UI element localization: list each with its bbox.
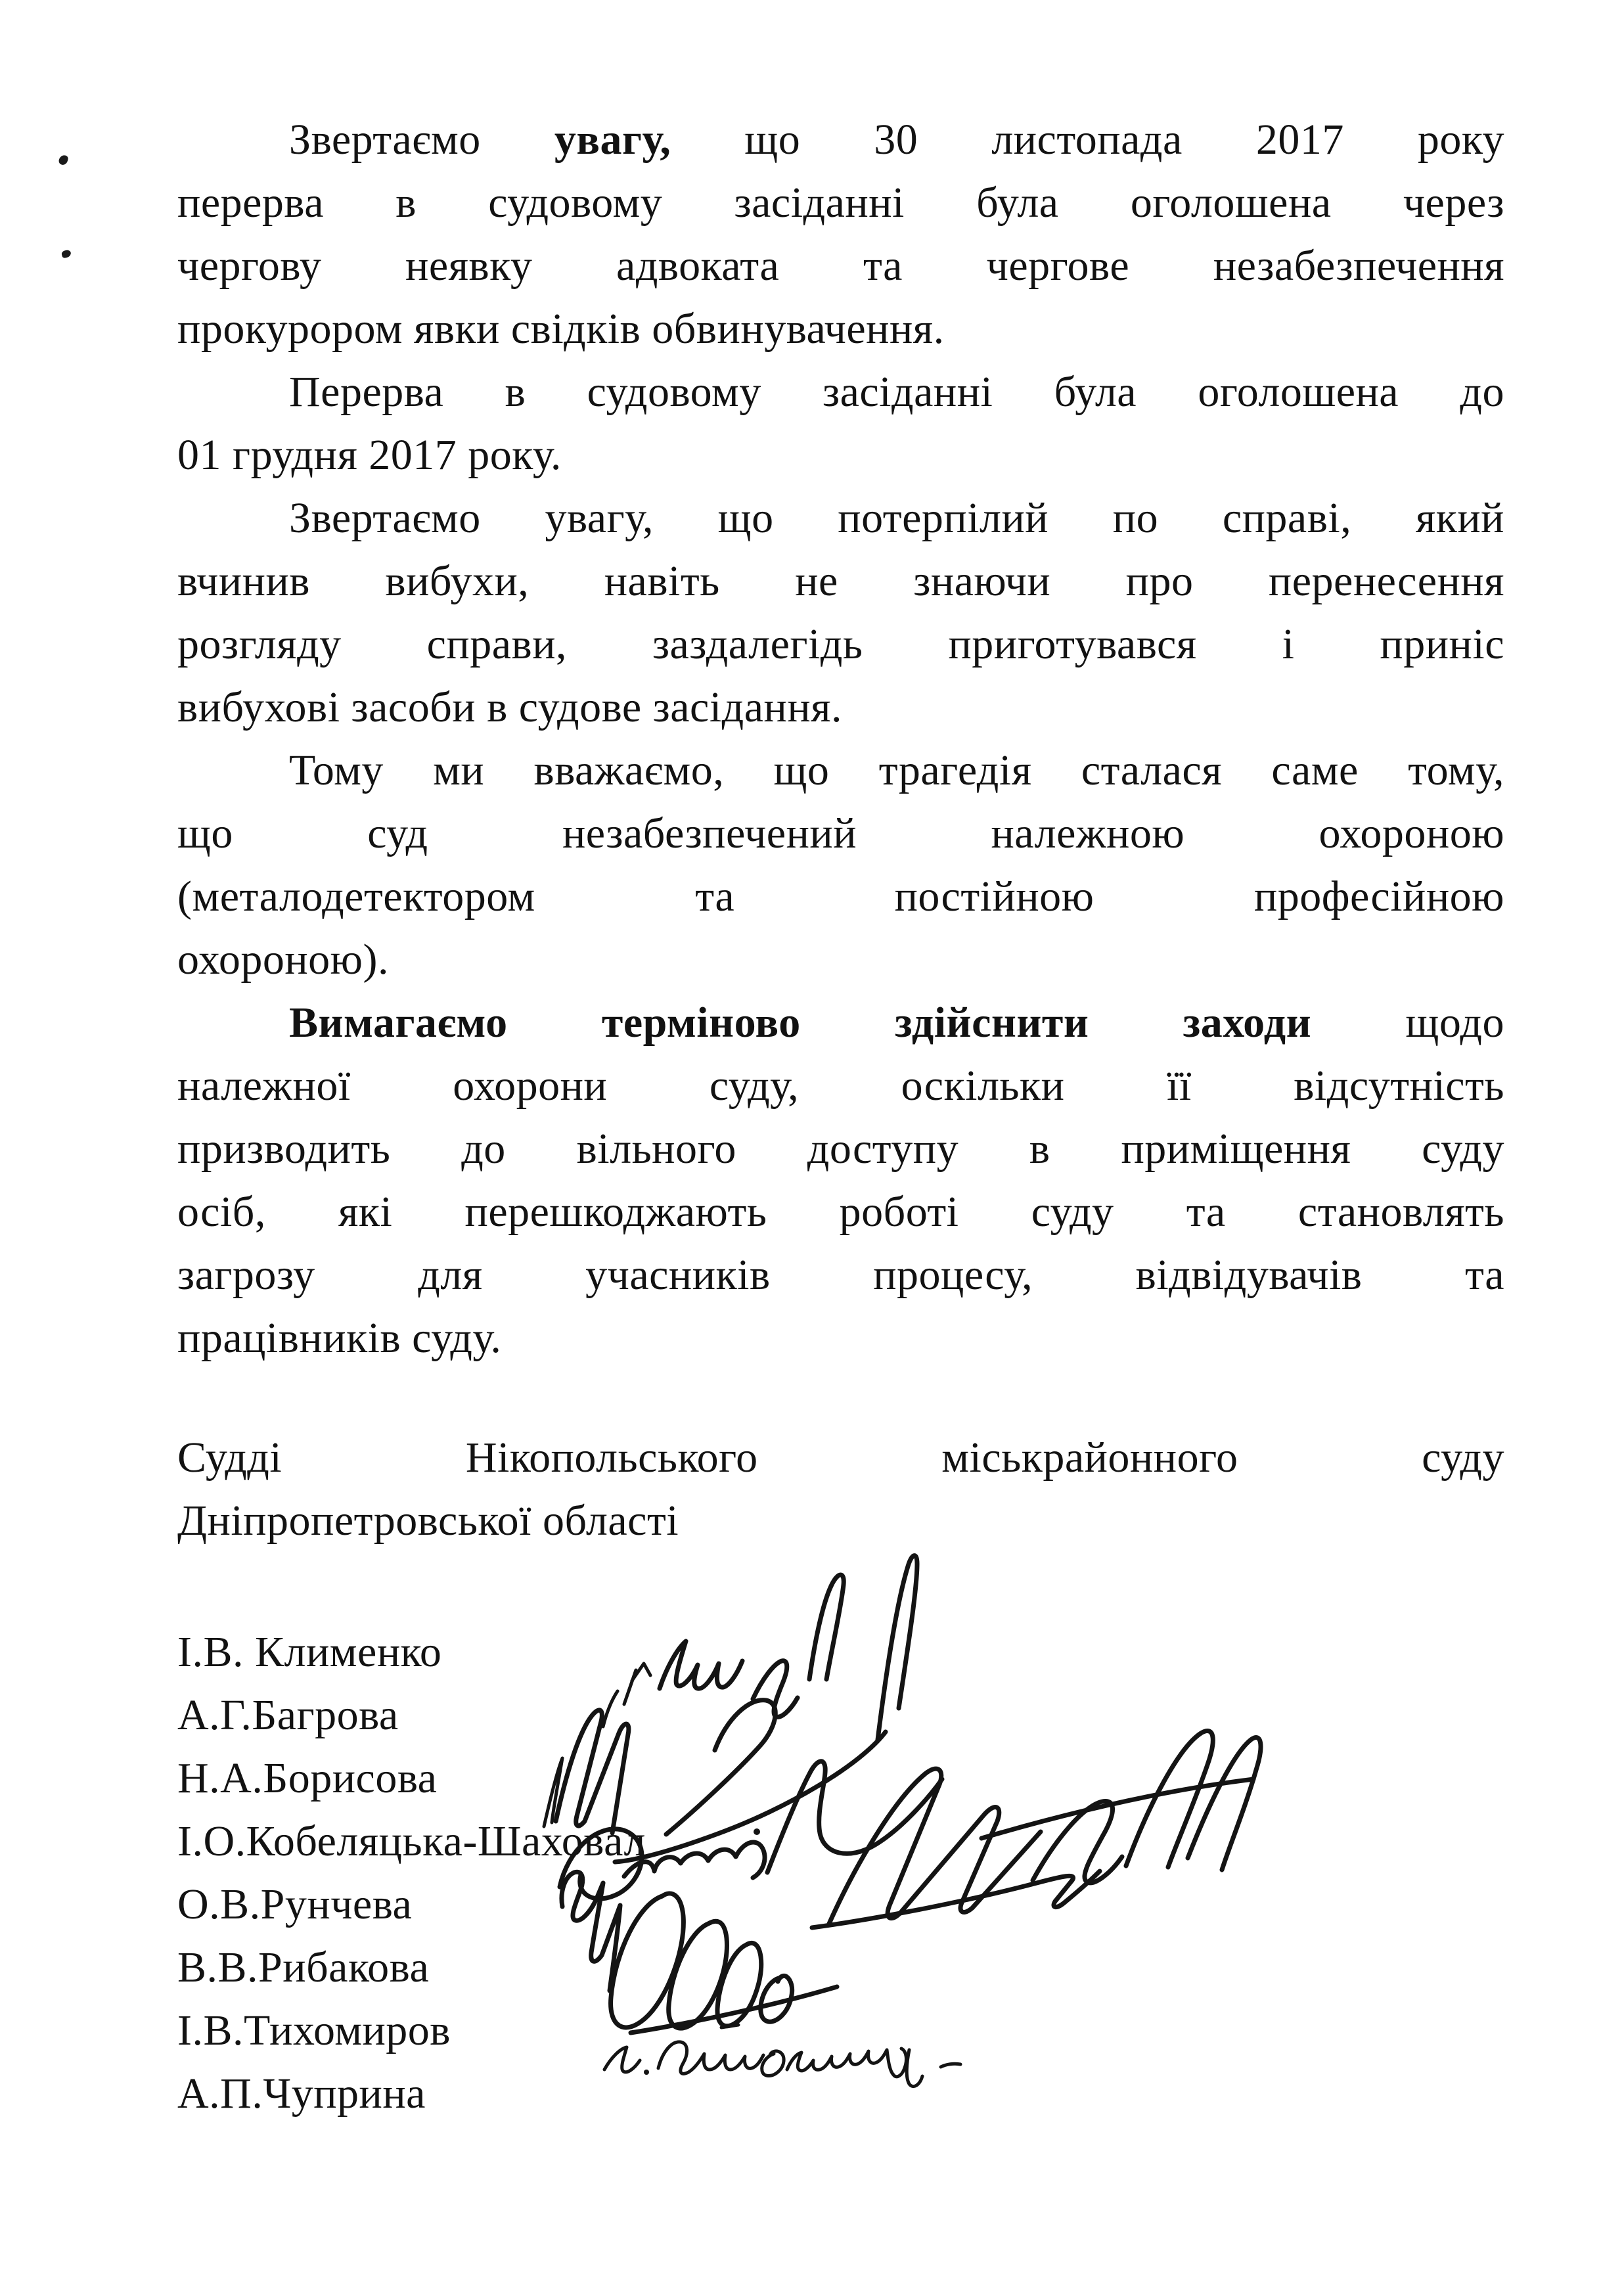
- text-line: [177, 361, 1504, 424]
- text-line: [177, 171, 1504, 235]
- text-run: належної охорони суду, оскільки її відсутність: [177, 1062, 1504, 1110]
- signatory-name: А.Г.Багрова: [177, 1691, 399, 1739]
- text-run: Дніпропетровської області: [177, 1497, 679, 1545]
- paragraph: [177, 991, 1504, 1370]
- text-line: [177, 865, 1504, 928]
- document-content: [177, 108, 1504, 2125]
- signatory-name: Н.А.Борисова: [177, 1754, 438, 1802]
- text-run: (металодетектором та постійною професійною: [177, 873, 1504, 920]
- paragraph: [177, 108, 1504, 361]
- paragraph: [177, 361, 1504, 487]
- text-line: [177, 739, 1504, 802]
- paragraph: [177, 487, 1504, 739]
- bold-text-run: Вимагаємо терміново здійснити заходи: [289, 999, 1312, 1047]
- text-run: 01 грудня 2017 року.: [177, 431, 562, 479]
- paragraph: [177, 739, 1504, 991]
- text-line: [177, 991, 1504, 1054]
- signatory-name: І.О.Кобеляцька-Шаховал: [177, 1817, 646, 1865]
- text-run: прокурором явки свідків обвинувачення.: [177, 305, 945, 353]
- signatory-name: І.В.Тихомиров: [177, 2006, 451, 2054]
- text-line: [177, 235, 1504, 298]
- text-line: [177, 424, 1504, 487]
- text-run: вибухові засоби в судове засідання.: [177, 683, 843, 731]
- text-line: [177, 676, 1504, 739]
- text-line: [177, 1307, 1504, 1370]
- text-run: Перерва в судовому засіданні була оголошена до: [289, 368, 1504, 416]
- text-line: [177, 298, 1504, 361]
- text-line: [177, 613, 1504, 676]
- signatory-list: [177, 1621, 1504, 2125]
- signatory-name: І.В. Клименко: [177, 1628, 442, 1676]
- text-run: розгляду справи, заздалегідь приготувався і приніс: [177, 620, 1504, 668]
- text-run: вчинив вибухи, навіть не знаючи про перенесення: [177, 557, 1504, 605]
- text-run: що суд незабезпечений належною охороною: [177, 809, 1504, 857]
- text-line: [177, 928, 1504, 991]
- scan-speck: [58, 154, 69, 166]
- text-line: [177, 1426, 1504, 1489]
- text-run: перерва в судовому засіданні була оголошена через: [177, 179, 1504, 227]
- text-run: загрозу для учасників процесу, відвідувачів та: [177, 1251, 1504, 1299]
- signatory-name: А.П.Чуприна: [177, 2070, 426, 2118]
- text-run: працівників суду.: [177, 1314, 502, 1362]
- text-run: осіб, які перешкоджають роботі суду та становлять: [177, 1188, 1504, 1236]
- text-line: [177, 1054, 1504, 1118]
- text-run: Звертаємо: [289, 116, 554, 164]
- text-run: Тому ми вважаємо, що трагедія сталася саме тому,: [289, 746, 1504, 794]
- text-line: [177, 487, 1504, 550]
- scan-speck: [61, 249, 72, 258]
- text-run: призводить до вільного доступу в приміщення суду: [177, 1125, 1504, 1173]
- text-line: [177, 1181, 1504, 1244]
- text-run: охороною).: [177, 936, 389, 984]
- text-line: [177, 1118, 1504, 1181]
- signatory-name: О.В.Рунчева: [177, 1880, 413, 1928]
- text-run: Звертаємо увагу, що потерпілий по справі, який: [289, 494, 1504, 542]
- text-run: чергову неявку адвоката та чергове незабезпечення: [177, 242, 1504, 290]
- text-line: [177, 108, 1504, 171]
- text-line: [177, 802, 1504, 865]
- text-line: [177, 1244, 1504, 1307]
- body-paragraphs: [177, 108, 1504, 1370]
- bold-text-run: увагу,: [554, 116, 671, 164]
- closing-block: [177, 1426, 1504, 1552]
- signatory-name: В.В.Рибакова: [177, 1943, 430, 1991]
- text-run: що 30 листопада 2017 року: [671, 116, 1504, 164]
- text-line: [177, 1489, 1504, 1552]
- text-run: щодо: [1311, 999, 1504, 1047]
- text-run: Судді Нікопольського міськрайонного суду: [177, 1434, 1504, 1482]
- text-line: [177, 550, 1504, 613]
